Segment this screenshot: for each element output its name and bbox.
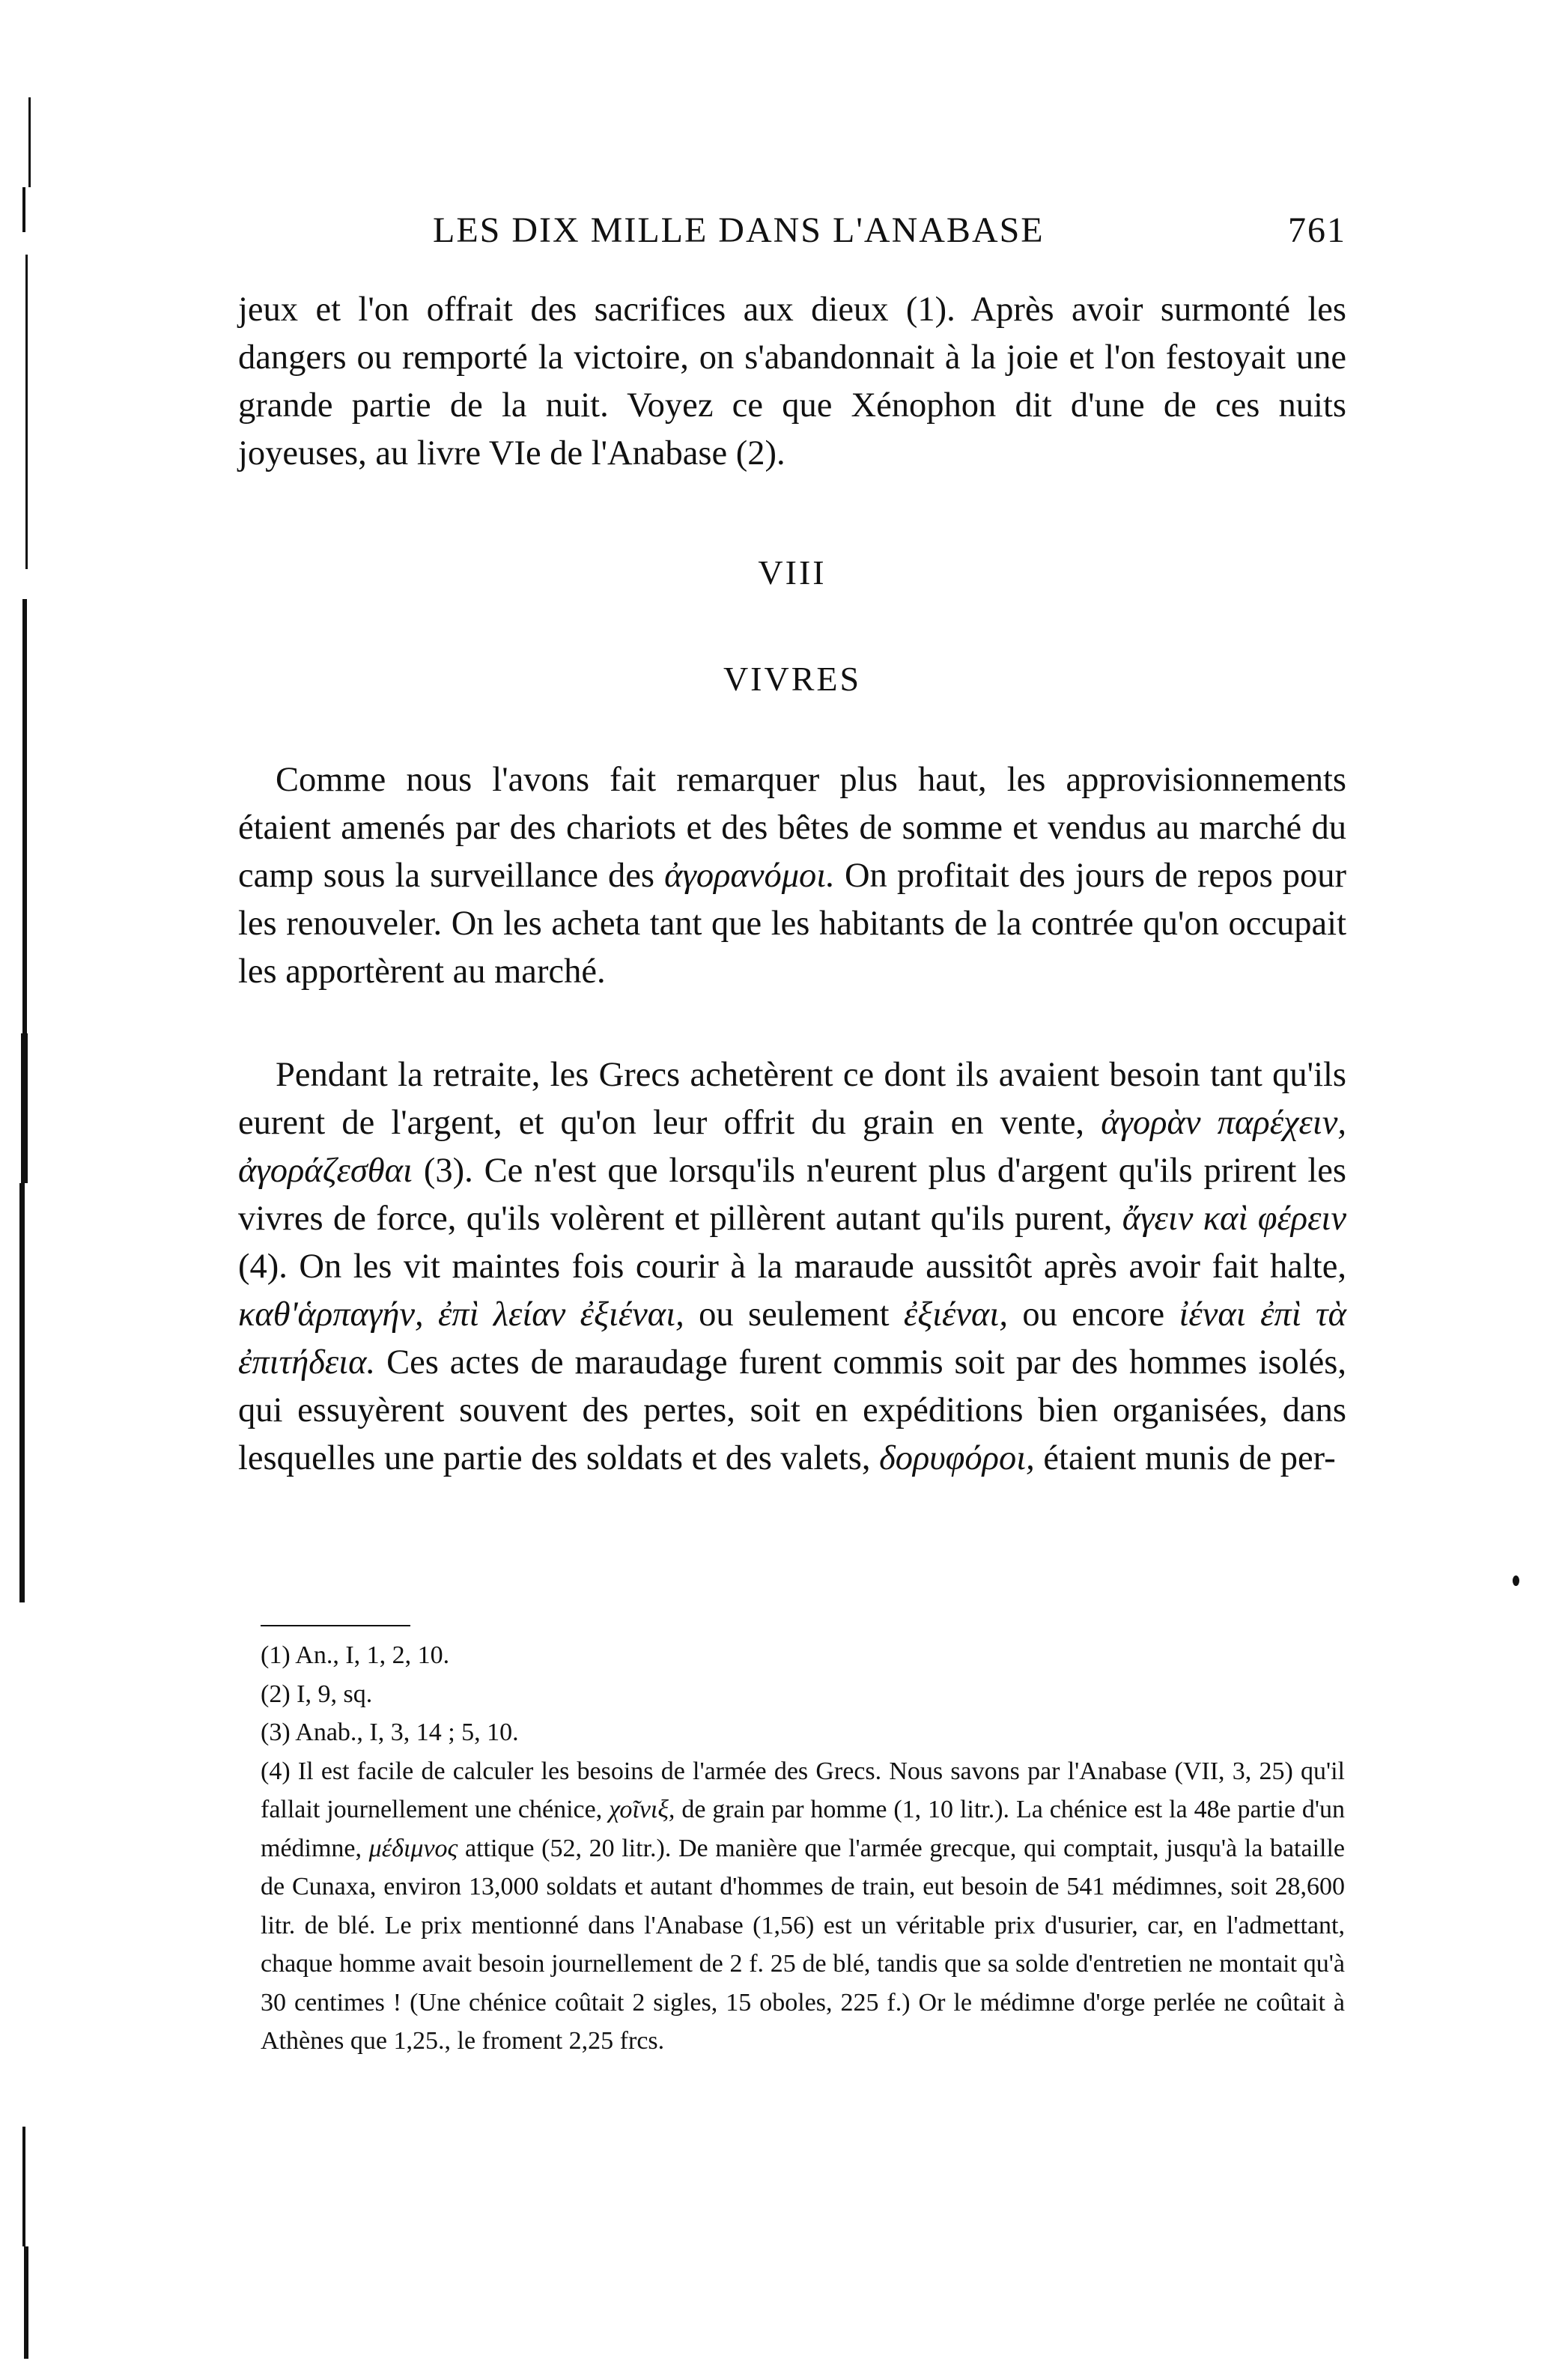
- paragraph-2-text-2: On profitait des jours de repos pour les renouveler. On les acheta tant que les habitants de la contrée qu'on occupait les apportèrent au marché.: [238, 857, 1347, 991]
- paragraph-3-text-5: ou encore: [1022, 1295, 1165, 1334]
- footnote-2: (2) I, 9, sq.: [261, 1680, 373, 1708]
- paragraph-continuation: [238, 286, 1346, 478]
- greek-term-agoranomoi: ἀγορανόμοι.: [664, 857, 835, 895]
- running-head: [238, 210, 1346, 262]
- section-title: VIVRES: [723, 660, 862, 698]
- greek-term-choinix: χοῖνιξ,: [609, 1796, 675, 1823]
- paragraph-3-text-2: (3). Ce n'est que lorsqu'ils n'eurent plus d'argent qu'ils prirent les vivres de force, qu'ils volèrent et pillèrent autant qu'ils purent,: [238, 1152, 1347, 1238]
- footnotes: [261, 1636, 1345, 2061]
- section-number: VIII: [758, 553, 827, 592]
- greek-term-agein-kai-pherein: ἄγειν καὶ φέρειν: [1122, 1200, 1346, 1238]
- greek-term-exienai: ἐξιέναι,: [903, 1295, 1008, 1334]
- greek-term-medimnos: μέδιμνος: [368, 1834, 458, 1862]
- footnote-separator-rule: [261, 1625, 410, 1626]
- stray-ink-dot: [1513, 1575, 1519, 1586]
- paragraph-3-text-1: Pendant la retraite, les Grecs achetèrent ce dont ils avaient besoin tant qu'ils eurent de l'argent, et qu'on leur offrit du grain en vente,: [238, 1056, 1346, 1142]
- binding-edge-shadow: [0, 0, 45, 2361]
- paragraph-3: [238, 1051, 1346, 1483]
- paragraph-3-text-7: étaient munis de per-: [1043, 1439, 1336, 1477]
- footnote-3: (3) Anab., I, 3, 14 ; 5, 10.: [261, 1719, 519, 1746]
- running-head-title: LES DIX MILLE DANS L'ANABASE: [433, 210, 1045, 250]
- greek-term-ienai-epi-ta-epitedeia: ἰέναι ἐπὶ τὰ ἐπιτήδεια.: [238, 1295, 1347, 1382]
- book-page: [238, 0, 1346, 2361]
- page-number: 761: [1288, 210, 1346, 250]
- footnote-4-text-1: (4) Il est facile de calculer les besoins de l'armée des Grecs. Nous savons par l'Anabase (VII, 3, 25) qu'il fallait journellement une chénice,: [261, 1757, 1345, 1823]
- greek-term-doryphoroi: δορυφόροι,: [879, 1439, 1035, 1477]
- footnote-4-text-2: de grain par homme (1, 10 litr.). La chénice est la 48e partie d'un médimne,: [261, 1796, 1345, 1862]
- footnote-4: [261, 1752, 1345, 2061]
- greek-term-agoran-parechein: ἀγορὰν παρέχειν, ἀγοράζεσθαι: [238, 1104, 1346, 1190]
- paragraph-2: [238, 756, 1346, 996]
- paragraph-1-text: jeux et l'on offrait des sacrifices aux dieux (1). Après avoir surmonté les dangers ou remporté la victoire, on s'abandonnait à la joie et l'on festoyait une grande partie de la nuit. Voyez ce que Xénophon dit d'une de ces nuits joyeuses, au livre VIe de l'Anabase (2).: [238, 291, 1346, 472]
- paragraph-3-text-4: ou seulement: [699, 1295, 890, 1334]
- paragraph-3-text-3: (4). On les vit maintes fois courir à la maraude aussitôt après avoir fait halte,: [238, 1248, 1346, 1286]
- paragraph-2-text-1: Comme nous l'avons fait remarquer plus haut, les approvisionnements étaient amenés par des chariots et des bêtes de somme et vendus au marché du camp sous la surveillance des: [238, 761, 1346, 895]
- footnote-4-text-3: attique (52, 20 litr.). De manière que l'armée grecque, qui comptait, jusqu'à la bataille de Cunaxa, environ 13,000 soldats et autant d'hommes de train, eut besoin de 541 médimnes, soit 28,600 litr. de blé. Le prix mentionné dans l'Anabase (1,56) est un véritable prix d'usurier, car, en l'admettant, chaque homme avait besoin journellement de 2 f. 25 de blé, tandis que sa solde d'entretien ne montait qu'à 30 centimes ! (Une chénice coûtait 2 sigles, 15 oboles, 225 f.) Or le médimne d'orge perlée ne coûtait à Athènes que 1,25., le froment 2,25 frcs.: [261, 1834, 1346, 2055]
- footnote-1: (1) An., I, 1, 2, 10.: [261, 1641, 450, 1669]
- greek-term-kath-harpagen: καθ'ἁρπαγήν, ἐπὶ λείαν ἐξιέναι,: [238, 1295, 684, 1334]
- paragraph-3-text-6: Ces actes de maraudage furent commis soit par des hommes isolés, qui essuyèrent souvent des pertes, soit en expéditions bien organisées, dans lesquelles une partie des soldats et des valets,: [238, 1343, 1347, 1477]
